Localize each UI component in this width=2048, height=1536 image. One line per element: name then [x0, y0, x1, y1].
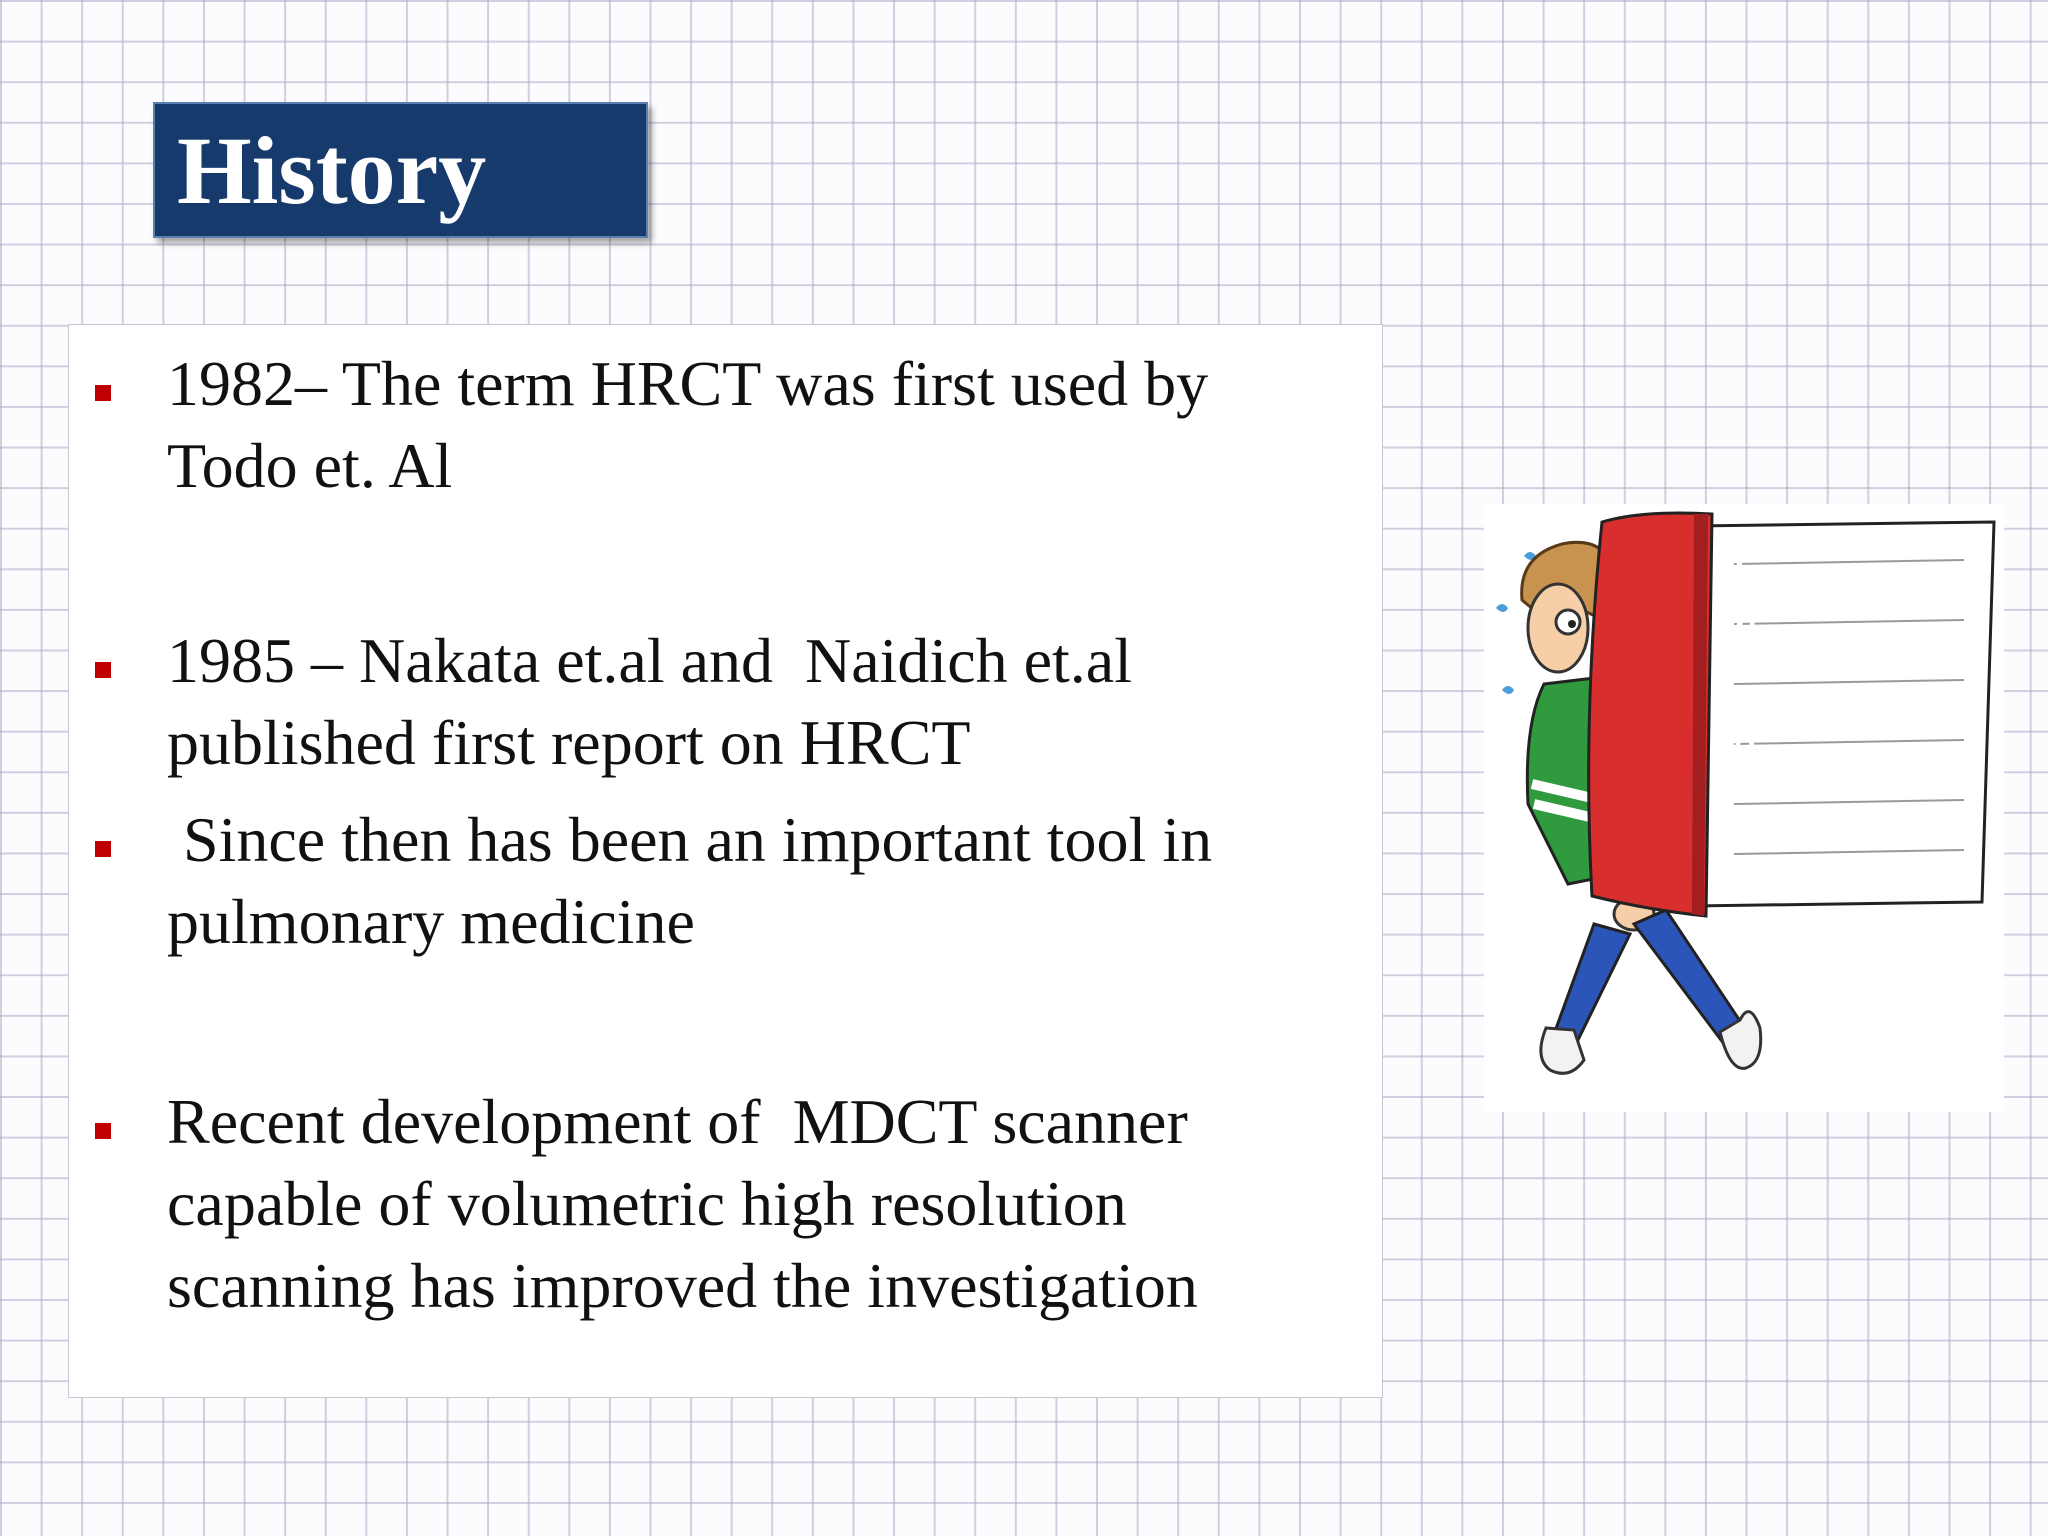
history-book-illustration: [1484, 504, 2004, 1112]
bullet-text: Recent development of MDCT scanner capable of volumetric high resolution scanning has improved the investigation: [167, 1086, 1198, 1321]
bullet-text: Since then has been an important tool in pulmonary medicine: [167, 804, 1213, 957]
bullet-square-icon: [95, 841, 111, 857]
bullet-text: 1982– The term HRCT was first used by Todo et. Al: [167, 348, 1209, 501]
slide-title: History: [177, 117, 487, 224]
person-carrying-book-icon: [1484, 504, 2004, 1112]
book-spine-label: HISTORY: [1714, 546, 1763, 810]
bullet-list-panel: [68, 324, 1383, 1398]
bullet-text: 1985 – Nakata et.al and Naidich et.al published first report on HRCT: [167, 625, 1132, 778]
bullet-square-icon: [95, 662, 111, 678]
bullet-square-icon: [95, 385, 111, 401]
bullet-square-icon: [95, 1123, 111, 1139]
title-banner: [153, 102, 648, 238]
